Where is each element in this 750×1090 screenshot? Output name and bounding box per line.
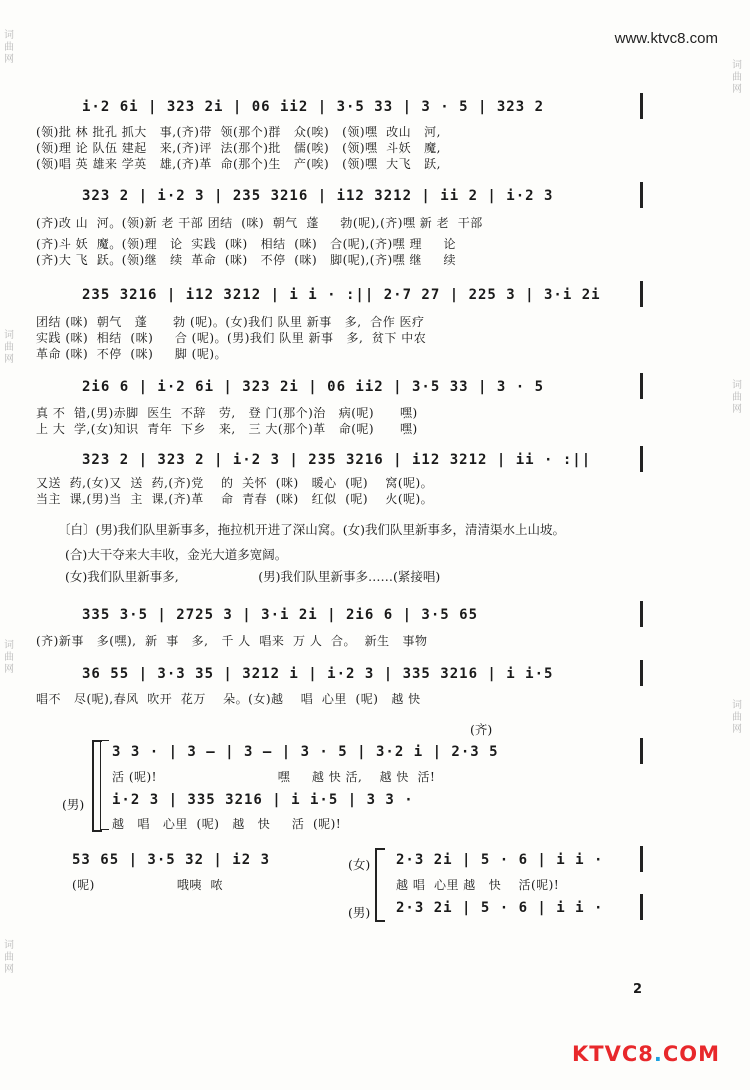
lyric-line: (领)批 林 批孔 抓大 事,(齐)带 领(那个)群 众(唉) (领)嘿 改山 河, — [36, 125, 441, 139]
notation-row — [52, 666, 642, 688]
lyric-line: (领)理 论 队伍 建起 来,(齐)评 法(那个)批 儒(唉) (领)嘿 斗妖 魔, — [36, 141, 441, 155]
jianpu-notes: 2i6 6 | i·2 6i | 323 2i | 06 ii2 | 3·5 33 | 3 · 5 — [82, 379, 545, 395]
watermark-char: 曲 — [732, 392, 742, 403]
watermark-char: 网 — [732, 724, 742, 735]
part-label: (男) — [348, 905, 371, 920]
lyric-line: 当主 课,(男)当 主 课,(齐)革 命 青春 (咪) 红似 (呢) 火(呢)。 — [36, 492, 434, 506]
barline — [640, 373, 643, 399]
narration-line: (合)大干夺来大丰收，金光大道多宽阔。 — [65, 547, 288, 562]
lyric-line: 真 不 错,(男)赤脚 医生 不辞 劳, 登 门(那个)治 病(呢) 嘿) — [36, 406, 418, 420]
jianpu-notes: 2·3 2i | 5 · 6 | i i · — [396, 900, 604, 916]
jianpu-notes: 3 3 · | 3 — | 3 — | 3 · 5 | 3·2 i | 2·3 5 — [112, 744, 499, 760]
watermark-char: 曲 — [4, 342, 14, 353]
notation-row — [52, 287, 642, 309]
watermark-char: 词 — [732, 60, 742, 71]
lyric-line: 实践 (咪) 相结 (咪) 合 (呢)。(男)我们 队里 新事 多, 贫下 中农 — [36, 331, 427, 345]
jianpu-notes: 323 2 | i·2 3 | 235 3216 | i12 3212 | ii 2 | i·2 3 — [82, 188, 554, 204]
watermark-char: 网 — [4, 54, 14, 65]
watermark-char: 词 — [4, 640, 14, 651]
notation-row — [52, 452, 642, 474]
lyric-line: 活 (呢)! 嘿 越 快 活, 越 快 活! — [112, 770, 436, 784]
lyric-line: 越 唱 心里 (呢) 越 快 活 (呢)! — [112, 817, 342, 831]
part-label: (女) — [348, 857, 371, 872]
watermark-char: 词 — [4, 30, 14, 41]
watermark-left — [2, 0, 20, 1090]
lyric-line: (齐)大 飞 跃。(领)继 续 革命 (咪) 不停 (咪) 脚(呢),(齐)嘿 继 续 — [36, 253, 457, 267]
page-number: 2 — [632, 982, 642, 997]
notation-row — [390, 900, 642, 922]
lyric-line: (呢) 哦咦 哝 — [72, 878, 223, 892]
lyric-line: (齐)改 山 河。(领)新 老 干部 团结 (咪) 朝气 蓬 勃(呢),(齐)嘿 新 老 干部 — [36, 216, 483, 230]
barline — [640, 281, 643, 307]
jianpu-notes: 36 55 | 3·3 35 | 3212 i | i·2 3 | 335 3216 | i i·5 — [82, 666, 554, 682]
logo-dot: . — [653, 1042, 663, 1066]
ktvc8-logo — [572, 1042, 720, 1066]
notation-row — [82, 792, 642, 814]
lyric-line: 又送 药,(女)又 送 药,(齐)党 的 关怀 (咪) 暖心 (呢) 窝(呢)。 — [36, 476, 434, 490]
watermark-char: 词 — [4, 940, 14, 951]
part-label: (男) — [62, 797, 85, 812]
lyric-line: 革命 (咪) 不停 (咪) 脚 (呢)。 — [36, 347, 228, 361]
barline — [640, 738, 643, 764]
barline — [640, 894, 643, 920]
watermark-char: 词 — [732, 380, 742, 391]
watermark-char: 网 — [4, 964, 14, 975]
watermark-char: 曲 — [4, 952, 14, 963]
lyric-line: 上 大 学,(女)知识 青年 下乡 来, 三 大(那个)革 命(呢) 嘿) — [36, 422, 418, 436]
notation-row — [52, 99, 642, 121]
barline — [640, 846, 643, 872]
lyric-line: (领)唱 英 雄来 学英 雄,(齐)革 命(那个)生 产(唉) (领)嘿 大飞 跃, — [36, 157, 441, 171]
logo-tld: COM — [662, 1042, 720, 1066]
jianpu-notes: 335 3·5 | 2725 3 | 3·i 2i | 2i6 6 | 3·5 65 — [82, 607, 479, 623]
jianpu-notes: 53 65 | 3·5 32 | i2 3 — [72, 852, 271, 868]
watermark-char: 词 — [4, 330, 14, 341]
site-url[interactable]: www.ktvc8.com — [614, 30, 718, 47]
watermark-char: 网 — [732, 404, 742, 415]
jianpu-notes: i·2 6i | 323 2i | 06 ii2 | 3·5 33 | 3 · 5 | 323 2 — [82, 99, 545, 115]
watermark-char: 网 — [732, 84, 742, 95]
notation-row — [52, 188, 642, 210]
barline — [640, 93, 643, 119]
lyric-line: 唱不 尽(呢),春风 吹开 花万 朵。(女)越 唱 心里 (呢) 越 快 — [36, 692, 421, 706]
lyric-line: (齐)斗 妖 魔。(领)理 论 实践 (咪) 相结 (咪) 合(呢),(齐)嘿 理 论 — [36, 237, 457, 251]
part-label: (齐) — [470, 722, 493, 737]
lyric-line: 团结 (咪) 朝气 蓬 勃 (呢)。(女)我们 队里 新事 多, 合作 医疗 — [36, 315, 425, 329]
narration-line: (女)我们队里新事多, (男)我们队里新事多……(紧接唱) — [65, 569, 441, 584]
watermark-char: 词 — [732, 700, 742, 711]
watermark-char: 网 — [4, 664, 14, 675]
barline — [640, 446, 643, 472]
logo-text: KTVC8 — [571, 1042, 654, 1066]
notation-row — [52, 379, 642, 401]
jianpu-notes: i·2 3 | 335 3216 | i i·5 | 3 3 · — [112, 792, 414, 808]
notation-row — [82, 744, 642, 766]
barline — [640, 660, 643, 686]
watermark-char: 网 — [4, 354, 14, 365]
notation-row — [52, 852, 352, 874]
jianpu-notes: 235 3216 | i12 3212 | i i · :|| 2·7 27 | 225 3 | 3·i 2i — [82, 287, 601, 303]
barline — [640, 182, 643, 208]
watermark-right — [730, 0, 748, 1090]
watermark-char: 曲 — [4, 42, 14, 53]
notation-row — [52, 607, 642, 629]
watermark-char: 曲 — [4, 652, 14, 663]
jianpu-notes: 2·3 2i | 5 · 6 | i i · — [396, 852, 604, 868]
lyric-line: (齐)新事 多(嘿), 新 事 多, 千 人 唱来 万 人 合。 新生 事物 — [36, 634, 428, 648]
lyric-line: 越 唱 心里 越 快 活(呢)! — [396, 878, 560, 892]
watermark-char: 曲 — [732, 712, 742, 723]
barline — [640, 601, 643, 627]
jianpu-notes: 323 2 | 323 2 | i·2 3 | 235 3216 | i12 3212 | ii · :|| — [82, 452, 592, 468]
narration-line: 〔白〕(男)我们队里新事多，拖拉机开进了深山窝。(女)我们队里新事多，清清渠水上山坡。 — [58, 522, 566, 537]
notation-row — [390, 852, 642, 874]
watermark-char: 曲 — [732, 72, 742, 83]
